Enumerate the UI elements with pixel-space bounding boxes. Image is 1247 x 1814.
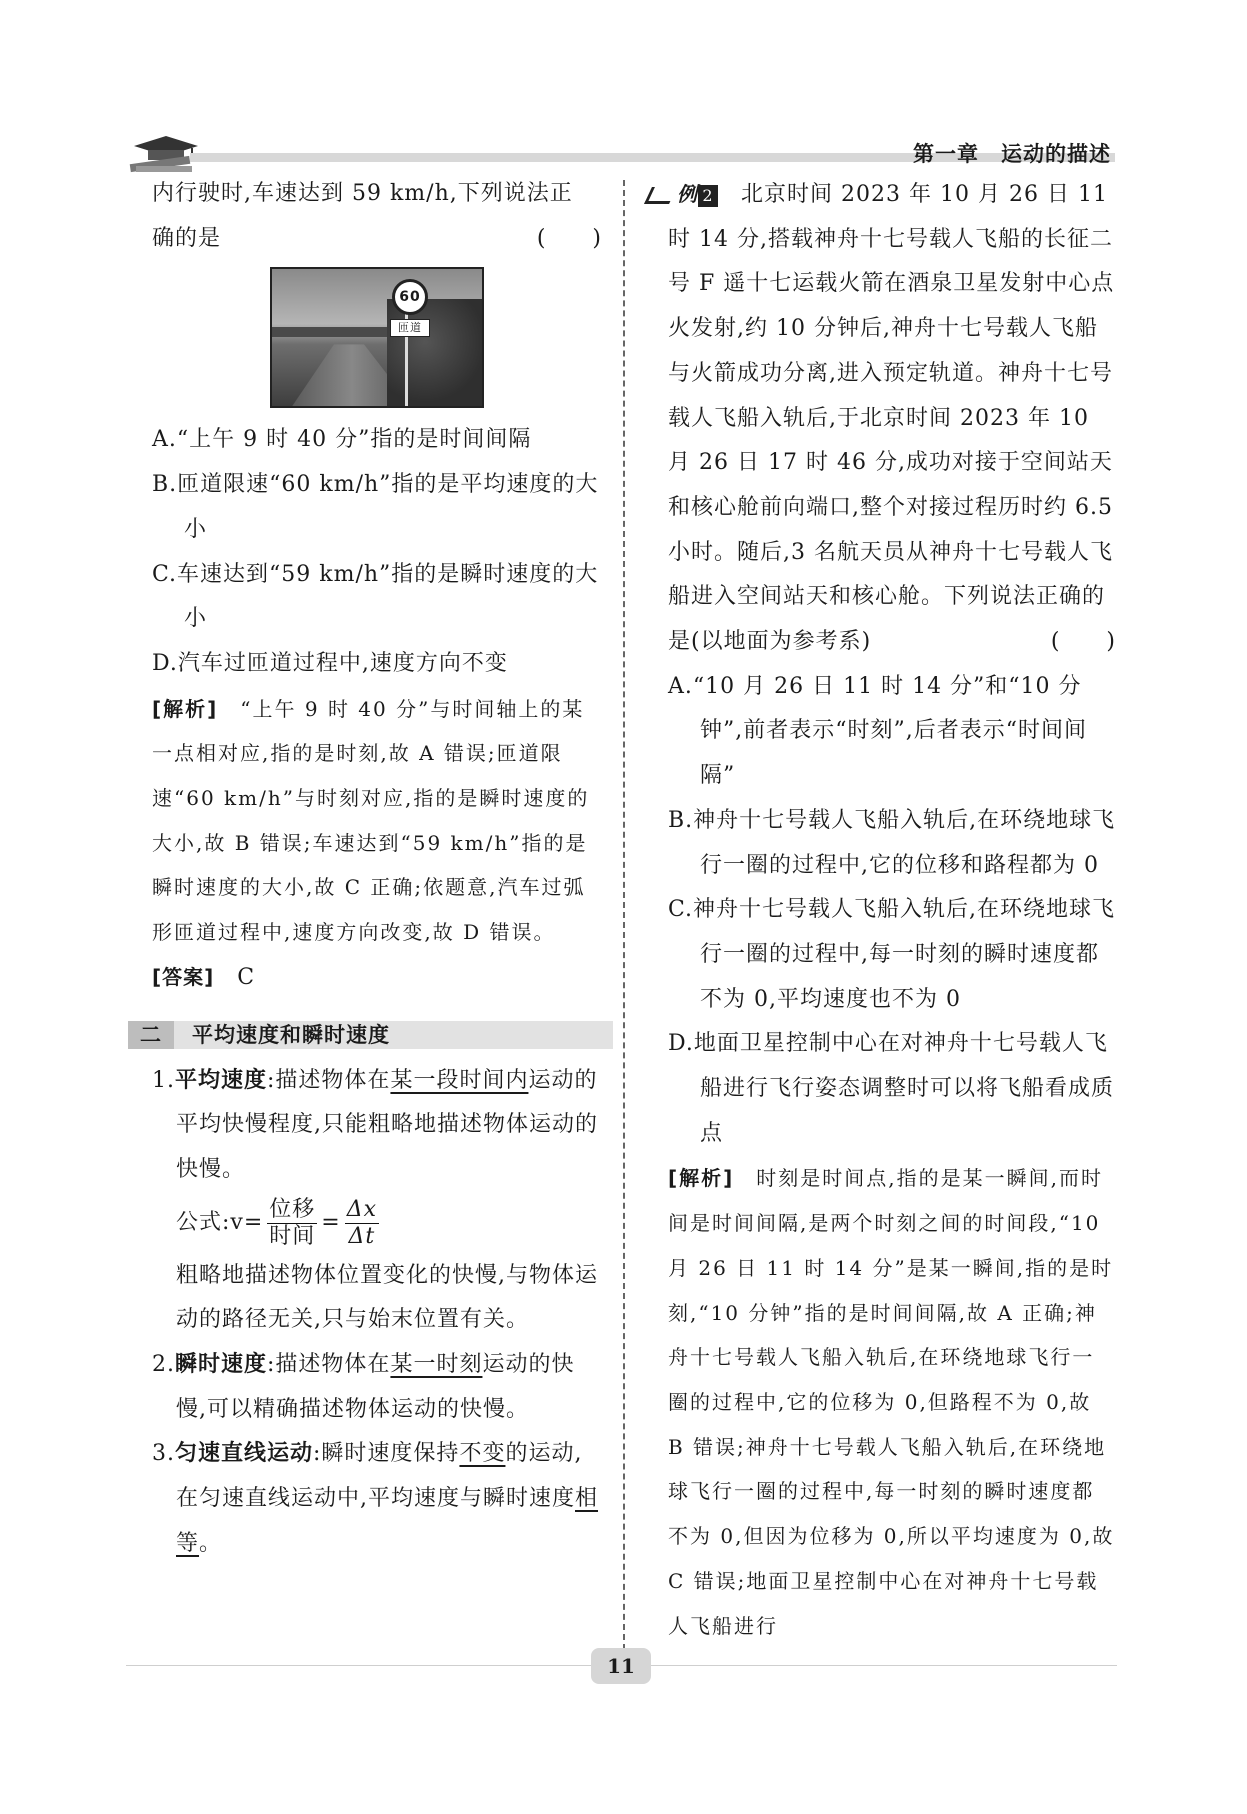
item-number: 2.	[152, 1352, 175, 1378]
option-a: A.“上午 9 时 40 分”指的是时间间隔	[152, 427, 532, 453]
item-keyword: 不变	[459, 1441, 506, 1467]
item-term: 平均速度	[175, 1067, 268, 1093]
item-number: 1.	[152, 1067, 175, 1093]
answer-tag: [答案]	[152, 964, 215, 989]
item-term: 匀速直线运动	[175, 1441, 314, 1467]
question-line-1: 内行驶时,车速达到 59 km/h,下列说法正	[152, 181, 573, 206]
question-text: 确的是	[152, 225, 222, 251]
right-column	[668, 172, 1116, 1648]
example-stem-text: 北京时间 2023 年 10 月 26 日 11 时 14 分,搭载神舟十七号载人飞船的长征二号 F 遥十七运载火箭在酒泉卫星发射中心点火发射,约 10 分钟后,神舟十七号载人飞船与火箭成功分离,进入预定轨道。神舟十七号载人飞船入轨后,于北京时间 2023 年 10 月 26 日 17 时 46 分,成功对接于空间站天和核心舱前向端口,整个对接过程历时约 6.5 小时。随后,3 名航天员从神舟十七号载人飞船进入空间站天和核心舱。下列说法正确的是(以地面为参考系)	[668, 182, 1115, 655]
example-number: 2	[698, 185, 718, 207]
trees	[387, 299, 482, 406]
page-number: 11	[591, 1648, 651, 1684]
formula-note: 粗略地描述物体位置变化的快慢,与物体运动的路径无关,只与始末位置有关。	[176, 1262, 598, 1333]
item-uniform-motion	[152, 1432, 602, 1566]
fraction-words	[267, 1197, 317, 1250]
ramp-plate: 匝道	[390, 319, 430, 337]
option-a: A.“10 月 26 日 11 时 14 分”和“10 分钟”,前者表示“时刻”,后者表示“时间间隔”	[668, 673, 1087, 789]
option-c: C.神舟十七号载人飞船入轨后,在环绕地球飞行一圈的过程中,每一时刻的瞬时速度都不为 0,平均速度也不为 0	[668, 897, 1116, 1012]
item-text: 的运动,在匀速直线运动中,平均速度与瞬时速度	[176, 1441, 583, 1512]
section-header	[128, 1021, 613, 1049]
denominator: Δt	[348, 1223, 376, 1249]
item-average-velocity	[152, 1059, 602, 1193]
example-label: 例	[677, 182, 698, 206]
example-badge	[648, 182, 718, 207]
example-stem	[668, 172, 1116, 665]
answer-paren: ( )	[1050, 629, 1116, 655]
item-term: 瞬时速度	[175, 1352, 268, 1378]
numerator: 位移	[269, 1196, 316, 1222]
option-d: D.汽车过匝道过程中,速度方向不变	[152, 650, 508, 676]
item-text: :瞬时速度保持	[313, 1441, 460, 1467]
item-text: 。	[199, 1530, 223, 1556]
item-text: 运动的快慢,可以精确描述物体运动的快慢。	[176, 1352, 575, 1422]
analysis-tag: [解析]	[668, 1166, 735, 1191]
item-text: :描述物体在	[267, 1067, 391, 1093]
item-text: :描述物体在	[267, 1352, 391, 1378]
formula-label: 公式:v=	[176, 1209, 264, 1235]
equals-sign: =	[321, 1209, 341, 1235]
answer-value: C	[237, 964, 256, 990]
fraction-symbols	[345, 1197, 379, 1250]
answer-paren: ( )	[536, 225, 602, 251]
section-number: 二	[128, 1021, 174, 1049]
numerator: Δx	[346, 1196, 378, 1222]
analysis-text: 时刻是时间点,指的是某一瞬间,而时间是时间间隔,是两个时刻之间的时间段,“10 月 26 日 11 时 14 分”是某一瞬间,指的是时刻,“10 分钟”指的是时间间隔,故 A 正确;神舟十七号载人飞船入轨后,在环绕地球飞行一圈的过程中,它的位移为 0,但路程不为 0,故 B 错误;神舟十七号载人飞船入轨后,在环绕地球飞行一圈的过程中,每一时刻的瞬时速度都不为 0,但因为位移为 0,所以平均速度为 0,故 C 错误;地面卫星控制中心在对神舟十七号载人飞船进行	[668, 1166, 1115, 1638]
denominator: 时间	[269, 1223, 316, 1249]
analysis-block	[152, 687, 602, 955]
item-keyword: 相等	[176, 1486, 599, 1556]
option-b: B.匝道限速“60 km/h”指的是平均速度的大小	[152, 472, 599, 542]
option-b: B.神舟十七号载人飞船入轨后,在环绕地球飞行一圈的过程中,它的位移和路程都为 0	[668, 807, 1116, 878]
average-velocity-formula	[152, 1197, 602, 1250]
analysis-tag: [解析]	[152, 696, 219, 721]
analysis-text: “上午 9 时 40 分”与时间轴上的某一点相对应,指的是时刻,故 A 错误;匝道限速“60 km/h”与时刻对应,指的是瞬时速度的大小,故 B 错误;车速达到“59 km/h”指的是瞬时速度的大小,故 C 正确;依题意,汽车过弧形匝道过程中,速度方向改变,故 D 错误。	[152, 696, 590, 945]
answer-line	[152, 955, 602, 1001]
item-number: 3.	[152, 1441, 175, 1467]
option-c: C.车速达到“59 km/h”指的是瞬时速度的大小	[152, 561, 599, 632]
speed-limit-sign: 60	[392, 279, 428, 315]
question-line-2	[152, 217, 602, 262]
item-text: 运动的平均快慢程度,只能粗略地描述物体运动的快慢。	[176, 1067, 598, 1182]
item-instant-velocity	[152, 1343, 602, 1432]
chapter-title: 第一章 运动的描述	[913, 142, 1111, 166]
option-d: D.地面卫星控制中心在对神舟十七号载人飞船进行飞行姿态调整时可以将飞船看成质点	[668, 1031, 1115, 1146]
item-keyword: 某一时刻	[390, 1352, 483, 1378]
section-title: 平均速度和瞬时速度	[192, 1022, 390, 1047]
highway-ramp-photo	[270, 267, 484, 408]
left-column	[140, 172, 602, 1567]
analysis-block	[668, 1156, 1116, 1648]
pen-icon	[644, 187, 677, 204]
item-keyword: 某一段时间内	[390, 1067, 529, 1093]
column-divider	[623, 180, 625, 1650]
